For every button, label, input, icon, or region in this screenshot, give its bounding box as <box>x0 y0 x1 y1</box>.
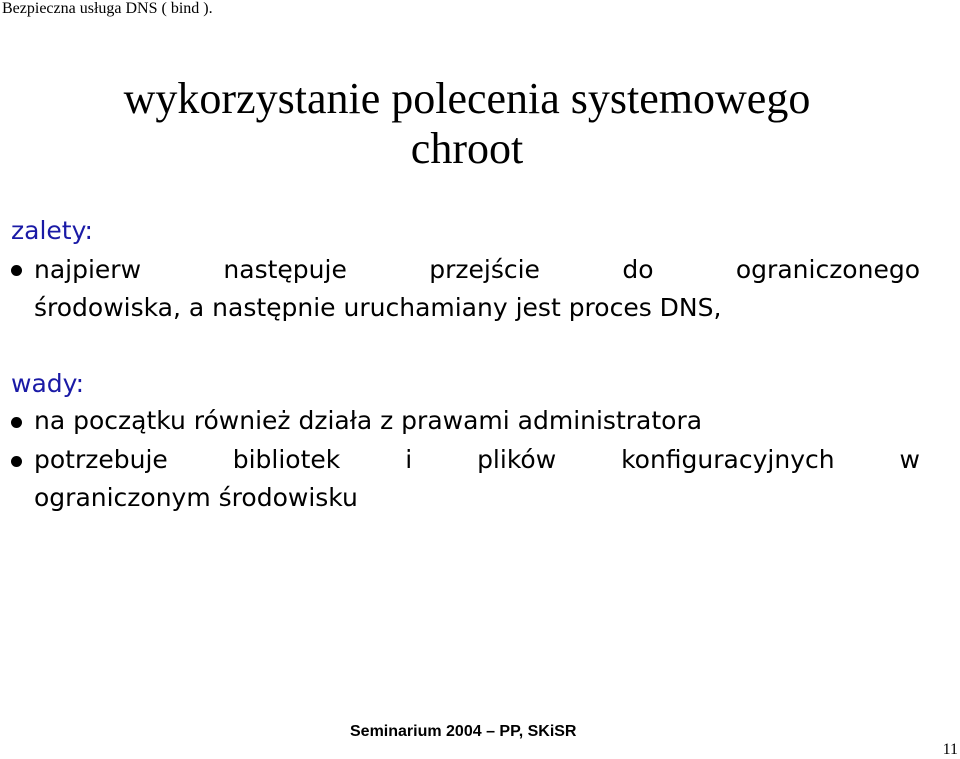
slide-footer: Seminarium 2004 – PP, SKiSR <box>350 723 577 740</box>
disadvantage-item-1: na początku również działa z prawami administratora <box>34 406 703 435</box>
advantage-item-line-1 <box>34 255 920 285</box>
advantage-item-line-2: środowiska, a następnie uruchamiany jest proces DNS, <box>34 293 722 322</box>
slide-title-line-2: chroot <box>410 124 524 173</box>
word: w <box>899 445 920 474</box>
bullet-icon <box>11 456 22 467</box>
word: ograniczonego <box>735 255 920 284</box>
word: i <box>405 445 413 474</box>
word: plików <box>477 445 557 474</box>
word: przejście <box>429 255 540 284</box>
word: najpierw <box>34 255 142 284</box>
page-number: 11 <box>942 741 958 758</box>
disadvantage-item-2-line-2: ograniczonym środowisku <box>34 483 358 512</box>
bullet-icon <box>11 265 22 276</box>
advantages-label: zalety: <box>11 216 93 245</box>
bullet-icon <box>11 417 22 428</box>
word: bibliotek <box>232 445 341 474</box>
word: konfiguracyjnych <box>621 445 835 474</box>
word: potrzebuje <box>34 445 168 474</box>
slide-title-line-1: wykorzystanie polecenia systemowego <box>123 74 811 123</box>
disadvantage-item-2-line-1 <box>34 445 920 475</box>
word: do <box>622 255 654 284</box>
word: następuje <box>223 255 347 284</box>
presentation-header: Bezpieczna usługa DNS ( bind ). <box>2 0 213 17</box>
disadvantages-label: wady: <box>11 369 85 398</box>
